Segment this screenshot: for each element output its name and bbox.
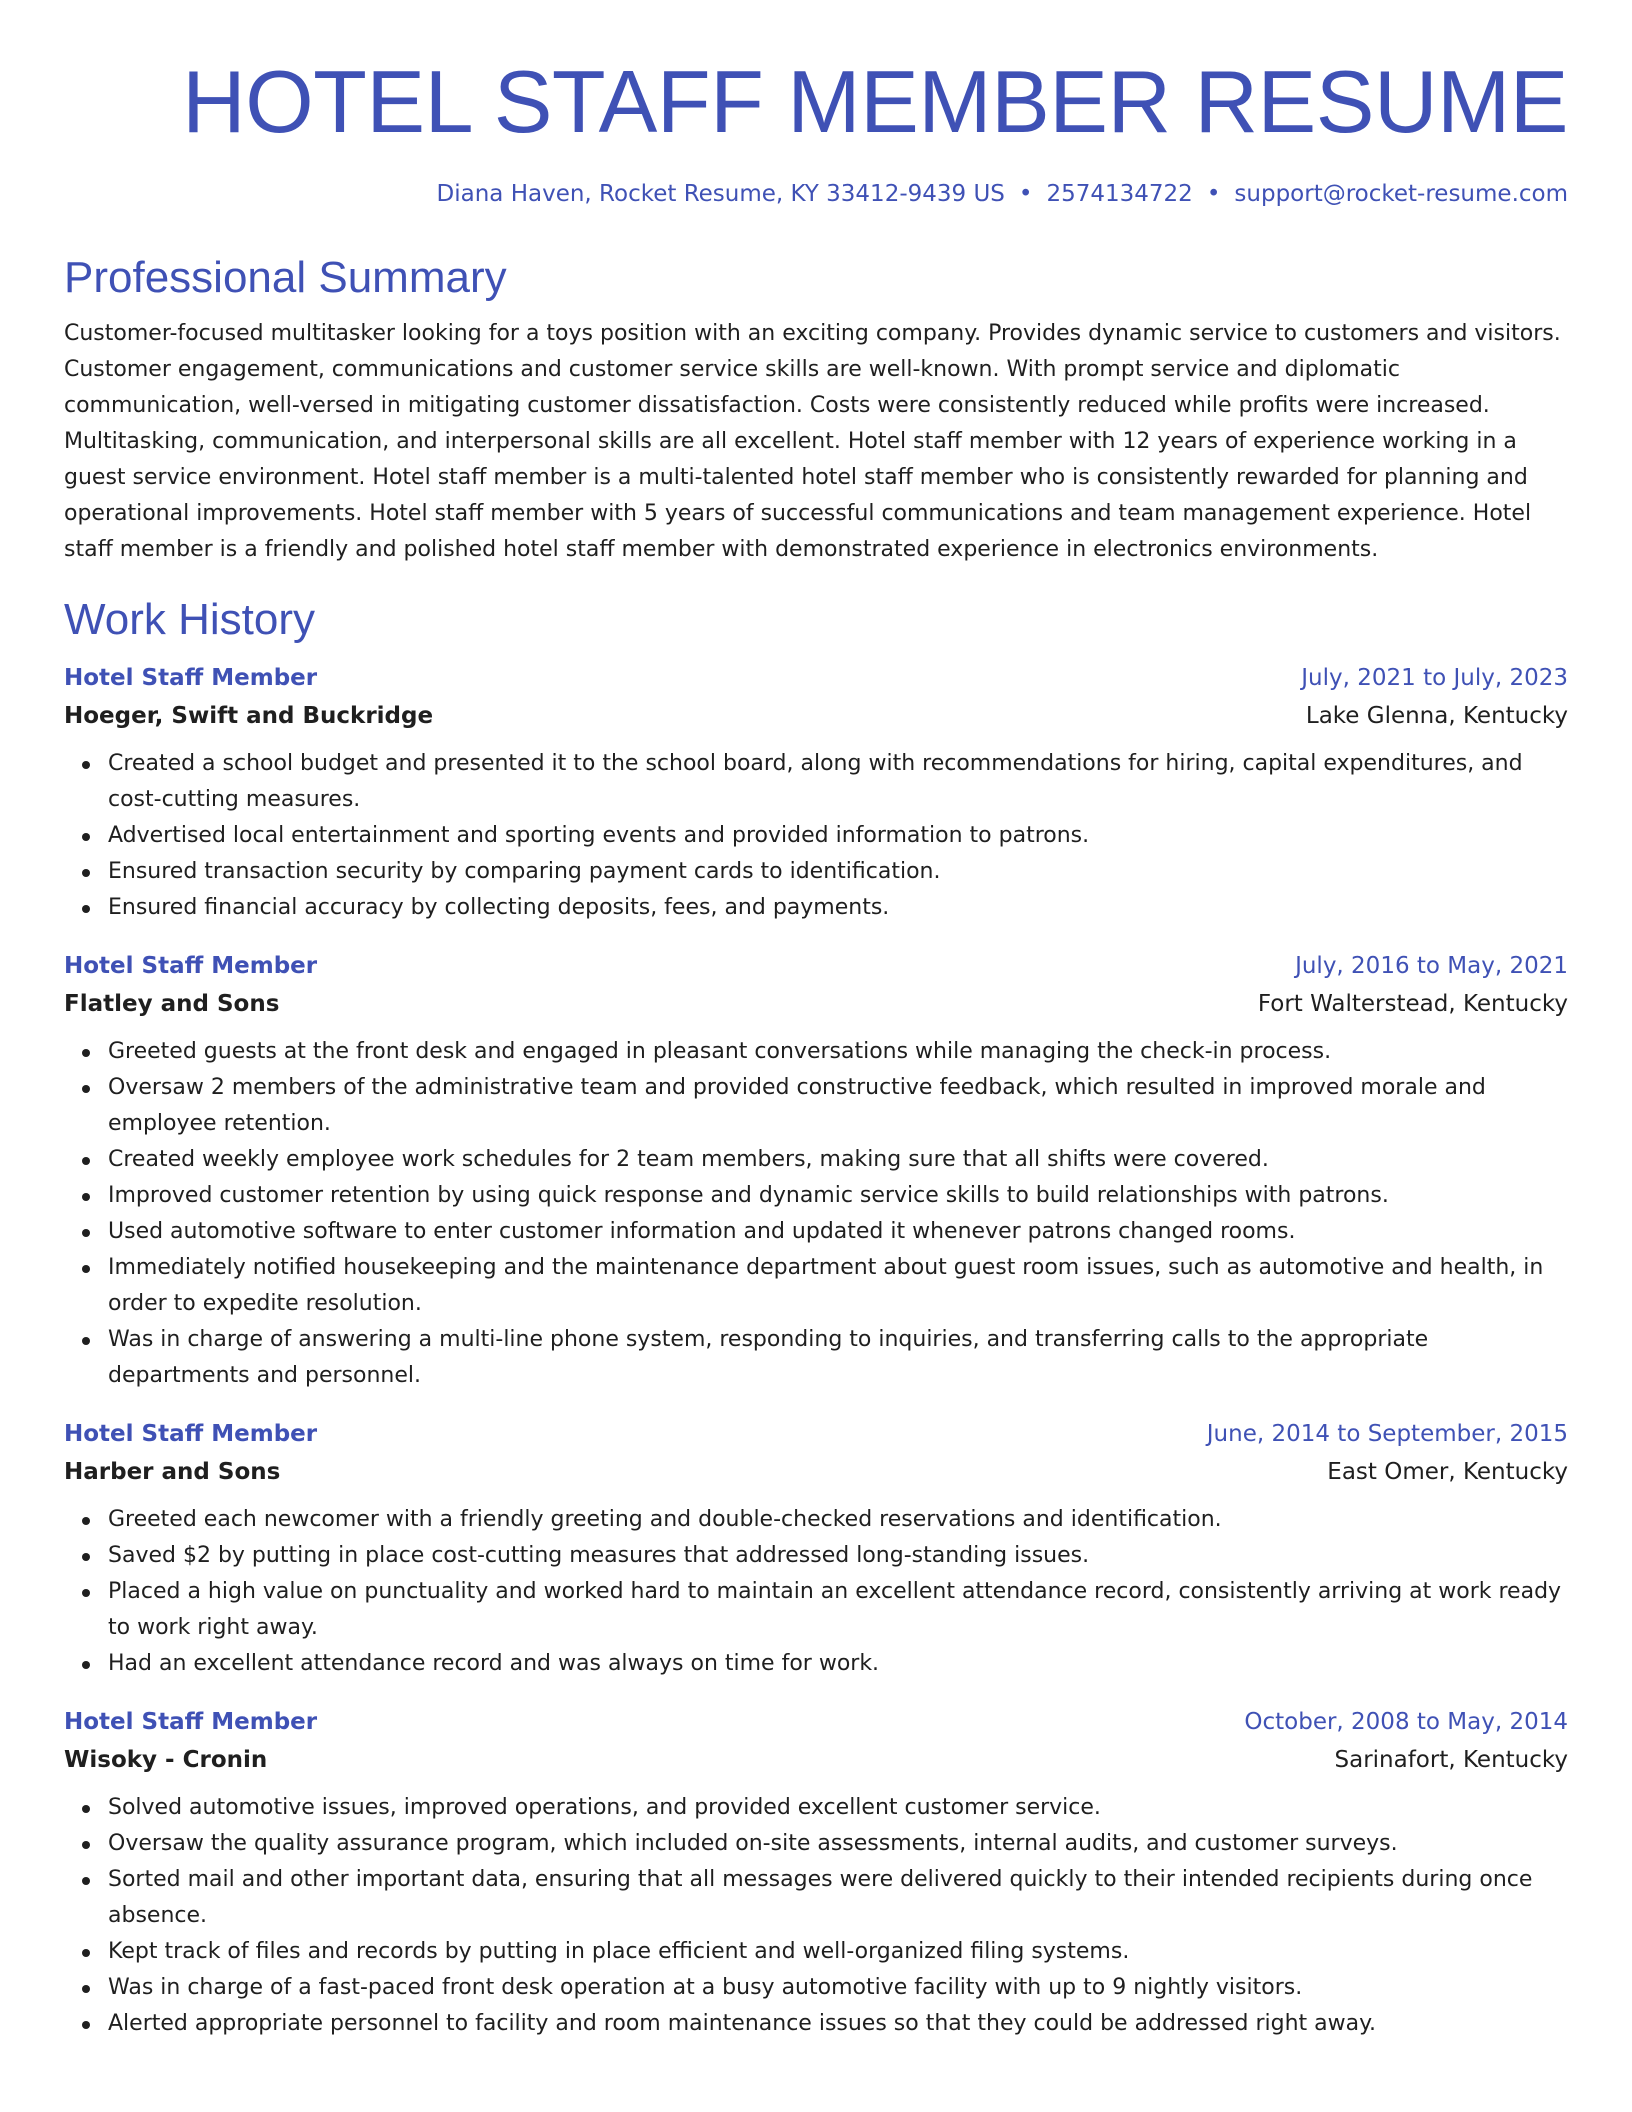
job-bullet: Used automotive software to enter customer information and updated it whenever patrons changed rooms. xyxy=(108,1214,1568,1250)
job-title-row xyxy=(64,1704,1568,1740)
job-bullet: Created weekly employee work schedules for 2 team members, making sure that all shifts were covered. xyxy=(108,1142,1568,1178)
summary-text: Customer-focused multitasker looking for a toys position with an exciting company. Provides dynamic service to customers and visitors. Customer engagement, communications and customer service skills are well-known. With prompt service and diplomatic communication, well-versed in mitigating customer dissatisfaction. Costs were consistently reduced while profits were increased. Multitasking, communication, and interpersonal skills are all excellent. Hotel staff member with 12 years of experience working in a guest service environment. Hotel staff member is a multi-talented hotel staff member who is consistently rewarded for planning and operational improvements. Hotel staff member with 5 years of successful communications and team management experience. Hotel staff member is a friendly and polished hotel staff member with demonstrated experience in electronics environments. xyxy=(64,321,1561,562)
contact-separator: • xyxy=(1018,181,1033,207)
job-company-row xyxy=(64,696,1568,736)
contact-address: Diana Haven, Rocket Resume, KY 33412-9439 US xyxy=(436,181,1005,207)
job-bullet: Sorted mail and other important data, ensuring that all messages were delivered quickly to their intended recipients during once absence. xyxy=(108,1862,1568,1934)
job-title: Hotel Staff Member xyxy=(64,665,318,691)
job-bullet: Was in charge of a fast-paced front desk operation at a busy automotive facility with up to 9 nightly visitors. xyxy=(108,1970,1568,2006)
job-location: Lake Glenna, Kentucky xyxy=(1305,703,1568,729)
job-bullet: Saved $2 by putting in place cost-cutting measures that addressed long-standing issues. xyxy=(108,1538,1568,1574)
job-dates: June, 2014 to September, 2015 xyxy=(1206,1421,1568,1447)
contact-email[interactable]: support@rocket-resume.com xyxy=(1234,181,1568,207)
job-company-row xyxy=(64,1452,1568,1492)
job-company: Wisoky - Cronin xyxy=(64,1747,268,1773)
job-bullet: Advertised local entertainment and sporting events and provided information to patrons. xyxy=(108,818,1568,854)
job-bullet: Placed a high value on punctuality and worked hard to maintain an excellent attendance record, consistently arriving at work ready to work right away. xyxy=(108,1574,1568,1646)
work-history-heading: Work History xyxy=(64,595,315,644)
job-title-row xyxy=(64,1416,1568,1452)
job-bullet: Kept track of files and records by putting in place efficient and well-organized filing systems. xyxy=(108,1934,1568,1970)
job-bullets xyxy=(64,746,1568,926)
job-bullet: Ensured financial accuracy by collecting deposits, fees, and payments. xyxy=(108,890,1568,926)
job-bullets xyxy=(64,1502,1568,1682)
job-bullet: Had an excellent attendance record and was always on time for work. xyxy=(108,1646,1568,1682)
job-entry xyxy=(64,660,1568,926)
job-title: Hotel Staff Member xyxy=(64,1709,318,1735)
job-bullet: Greeted each newcomer with a friendly greeting and double-checked reservations and identification. xyxy=(108,1502,1568,1538)
contact-phone: 2574134722 xyxy=(1046,181,1193,207)
job-dates: July, 2021 to July, 2023 xyxy=(1301,665,1568,691)
job-company: Flatley and Sons xyxy=(64,991,280,1017)
job-bullet: Created a school budget and presented it to the school board, along with recommendations for hiring, capital expenditures, and cost-cutting measures. xyxy=(108,746,1568,818)
job-bullet: Solved automotive issues, improved operations, and provided excellent customer service. xyxy=(108,1790,1568,1826)
contact-line xyxy=(64,178,1568,210)
job-title: Hotel Staff Member xyxy=(64,953,318,979)
job-company: Hoeger, Swift and Buckridge xyxy=(64,703,434,729)
job-bullet: Oversaw the quality assurance program, which included on-site assessments, internal audits, and customer surveys. xyxy=(108,1826,1568,1862)
job-title-row xyxy=(64,660,1568,696)
job-company-row xyxy=(64,1740,1568,1780)
job-company-row xyxy=(64,984,1568,1024)
job-bullet: Was in charge of answering a multi-line phone system, responding to inquiries, and transferring calls to the appropriate departments and personnel. xyxy=(108,1322,1568,1394)
job-bullet: Improved customer retention by using quick response and dynamic service skills to build relationships with patrons. xyxy=(108,1178,1568,1214)
job-dates: October, 2008 to May, 2014 xyxy=(1244,1709,1568,1735)
job-location: Fort Walterstead, Kentucky xyxy=(1257,991,1568,1017)
job-company: Harber and Sons xyxy=(64,1459,281,1485)
job-title-row xyxy=(64,948,1568,984)
job-bullets xyxy=(64,1034,1568,1394)
job-entry xyxy=(64,1704,1568,2042)
work-history-list xyxy=(64,660,1568,2042)
job-bullet: Greeted guests at the front desk and engaged in pleasant conversations while managing the check-in process. xyxy=(108,1034,1568,1070)
job-entry xyxy=(64,948,1568,1394)
job-bullet: Alerted appropriate personnel to facility and room maintenance issues so that they could be addressed right away. xyxy=(108,2006,1568,2042)
job-title: Hotel Staff Member xyxy=(64,1421,318,1447)
job-location: East Omer, Kentucky xyxy=(1327,1459,1568,1485)
resume-title: HOTEL STAFF MEMBER RESUME xyxy=(182,52,1568,151)
job-bullet: Immediately notified housekeeping and the maintenance department about guest room issues, such as automotive and health, in order to expedite resolution. xyxy=(108,1250,1568,1322)
job-bullet: Oversaw 2 members of the administrative team and provided constructive feedback, which resulted in improved morale and employee retention. xyxy=(108,1070,1568,1142)
contact-separator: • xyxy=(1206,181,1221,207)
summary-heading: Professional Summary xyxy=(64,253,507,302)
job-bullet: Ensured transaction security by comparing payment cards to identification. xyxy=(108,854,1568,890)
job-location: Sarinafort, Kentucky xyxy=(1334,1747,1568,1773)
job-dates: July, 2016 to May, 2021 xyxy=(1295,953,1568,979)
job-entry xyxy=(64,1416,1568,1682)
job-bullets xyxy=(64,1790,1568,2042)
